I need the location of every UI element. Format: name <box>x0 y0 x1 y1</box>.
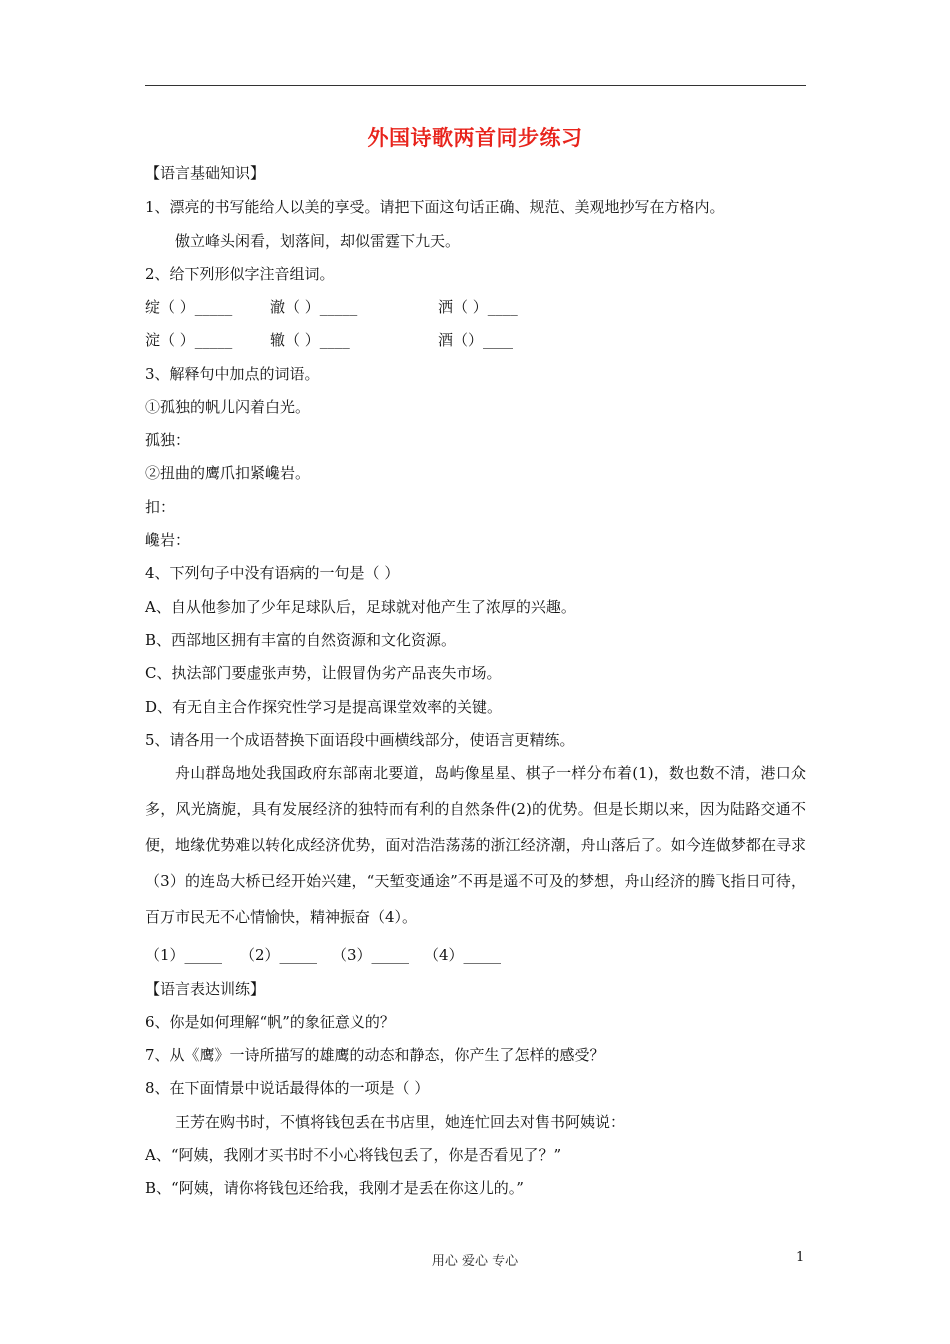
question-8-option-a: A、“阿姨，我刚才买书时不小心将钱包丢了，你是否看见了？” <box>145 1146 562 1164</box>
char-item: 洒（ ）____ <box>438 298 518 316</box>
header-rule <box>145 85 806 86</box>
question-3: 3、解释句中加点的词语。 <box>145 365 320 383</box>
question-1: 1、漂亮的书写能给人以美的享受。请把下面这句话正确、规范、美观地抄写在方格内。 <box>145 198 725 216</box>
page-title: 外国诗歌两首同步练习 <box>367 126 583 150</box>
question-4-option-c: C、执法部门要虚张声势，让假冒伪劣产品丧失市场。 <box>145 664 502 682</box>
question-8: 8、在下面情景中说话最得体的一项是（ ） <box>145 1079 430 1097</box>
question-3-word-3: 巉岩： <box>145 531 191 549</box>
question-4-option-b: B、西部地区拥有丰富的自然资源和文化资源。 <box>145 631 457 649</box>
section-heading-basics: 【语言基础知识】 <box>145 164 266 182</box>
char-item: 辙（ ）____ <box>270 331 350 349</box>
question-1-text: 傲立峰头闲看，划落间，却似雷霆下九天。 <box>175 232 461 250</box>
question-4-option-a: A、自从他参加了少年足球队后，足球就对他产生了浓厚的兴趣。 <box>145 598 576 616</box>
blank-item: （1）_____ <box>145 946 223 964</box>
char-item: 绽（ ）_____ <box>145 298 233 316</box>
question-3-word-1: 孤独： <box>145 431 191 449</box>
question-5-passage: 舟山群岛地处我国政府东部南北要道，岛屿像星星、棋子一样分布着(1)，数也数不清，港口众多，风光旖旎，具有发展经济的独特而有利的自然条件(2)的优势。但是长期以来，因为陆路交通不便，地缘优势难以转化成经济优势，面对浩浩荡荡的浙江经济潮，舟山落后了。如今连做梦都在寻求（3）的连岛大桥已经开始兴建，“天堑变通途”不再是遥不可及的梦想，舟山经济的腾飞指日可待，百万市民无不心情愉快，精神振奋（4）。 <box>145 764 806 926</box>
question-2-row-2 <box>145 330 513 350</box>
blank-item: （4）_____ <box>424 946 502 964</box>
question-7: 7、从《鹰》一诗所描写的雄鹰的动态和静态，你产生了怎样的感受？ <box>145 1046 605 1064</box>
question-3-sentence-1: ①孤独的帆儿闪着白光。 <box>145 398 311 416</box>
question-5-blanks <box>145 945 501 965</box>
question-2-row-1 <box>145 297 518 317</box>
blank-item: （2）_____ <box>240 946 318 964</box>
question-8-context: 王芳在购书时，不慎将钱包丢在书店里，她连忙回去对售书阿姨说： <box>175 1113 626 1131</box>
char-item: 澈（ ）_____ <box>270 298 358 316</box>
question-3-word-2: 扣： <box>145 498 176 516</box>
question-3-sentence-2: ②扭曲的鹰爪扣紧巉岩。 <box>145 464 311 482</box>
question-4-option-d: D、有无自主合作探究性学习是提高课堂效率的关键。 <box>145 698 503 716</box>
char-item: 酒（）____ <box>438 331 514 349</box>
question-8-option-b: B、“阿姨，请你将钱包还给我，我刚才是丢在你这儿的。” <box>145 1179 524 1197</box>
page-number: 1 <box>796 1250 805 1265</box>
question-4: 4、下列句子中没有语病的一句是（ ） <box>145 564 400 582</box>
question-5: 5、请各用一个成语替换下面语段中画横线部分，使语言更精练。 <box>145 731 575 749</box>
blank-item: （3）_____ <box>332 946 410 964</box>
char-item: 淀（ ）_____ <box>145 331 233 349</box>
section-heading-expression: 【语言表达训练】 <box>145 980 266 998</box>
question-6: 6、你是如何理解“帆”的象征意义的？ <box>145 1013 395 1031</box>
question-2: 2、给下列形似字注音组词。 <box>145 265 335 283</box>
footer-text: 用心 爱心 专心 <box>431 1254 519 1269</box>
